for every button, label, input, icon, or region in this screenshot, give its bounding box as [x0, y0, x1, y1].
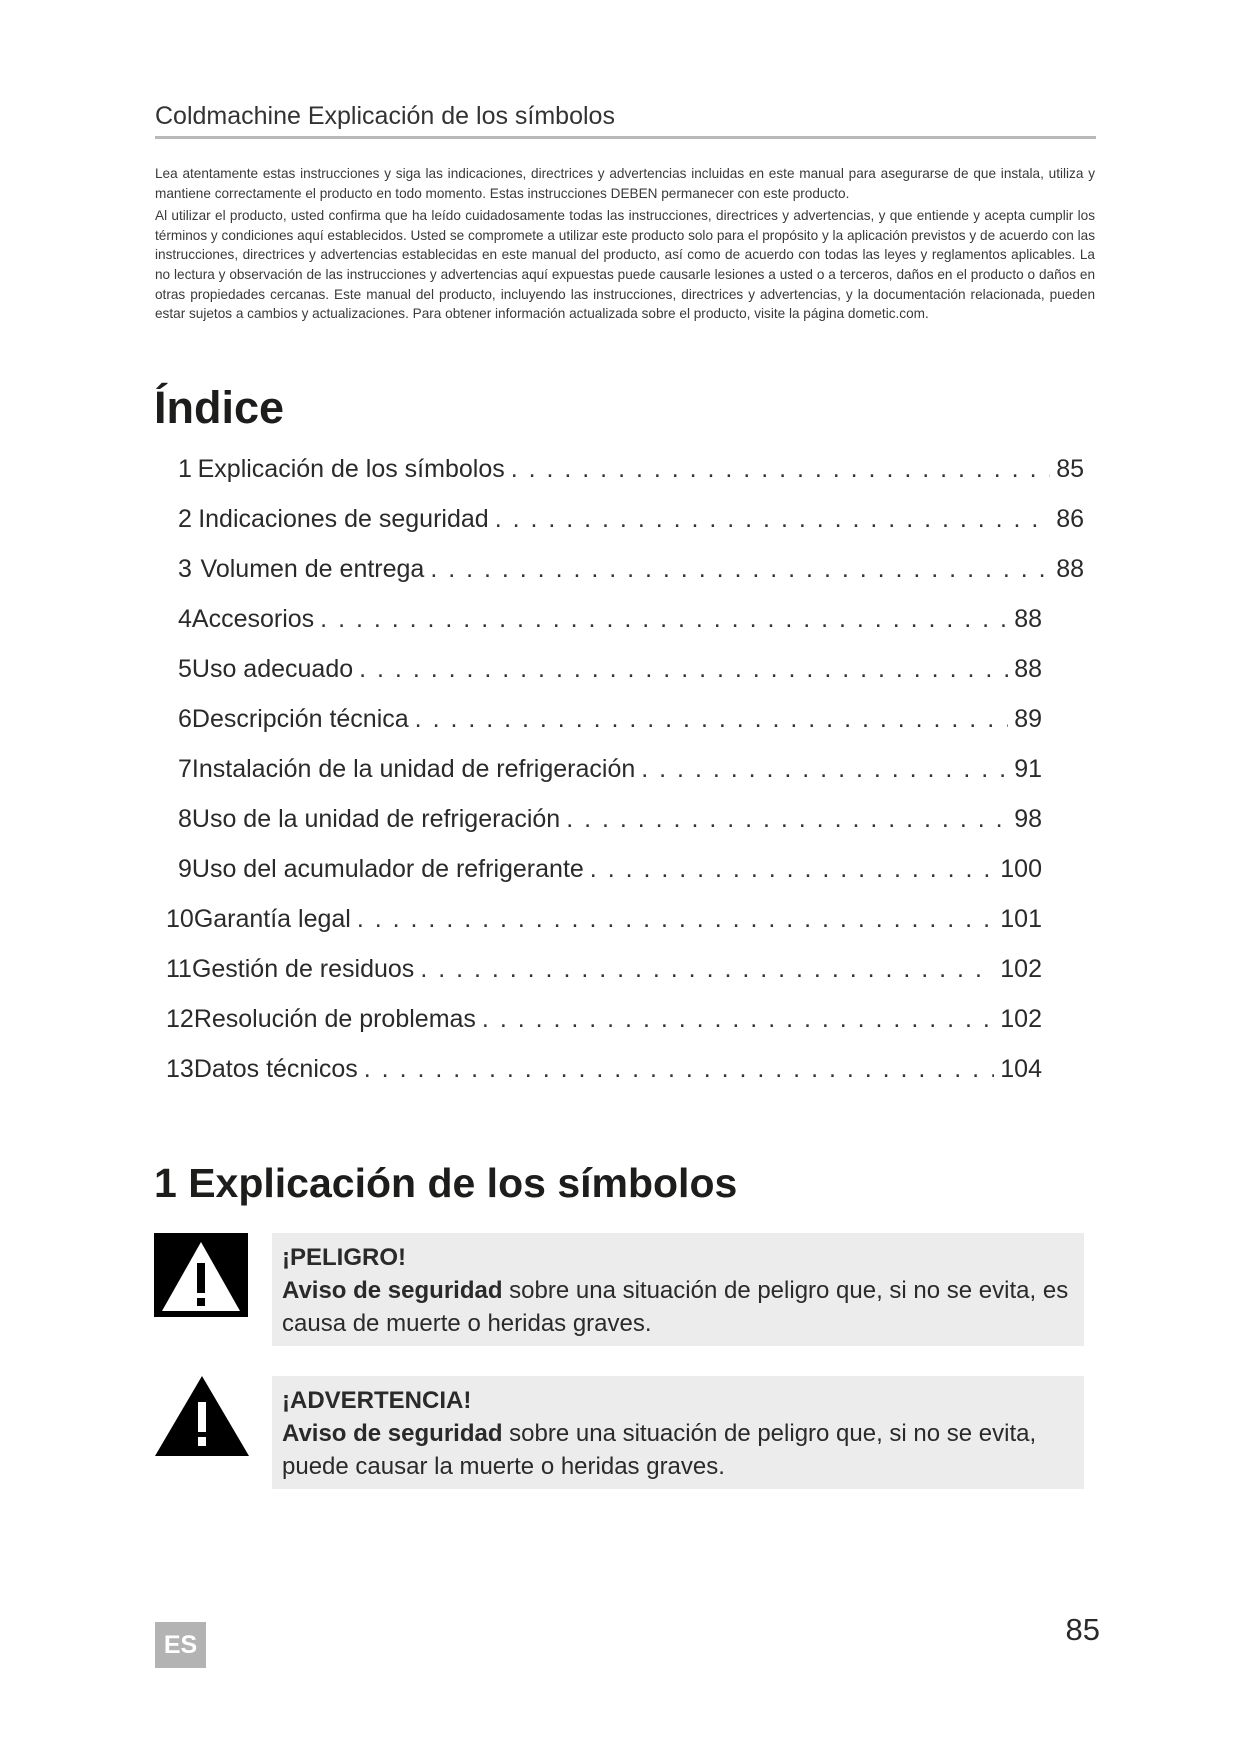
index-heading: Índice — [154, 382, 285, 433]
danger-notice — [272, 1233, 1084, 1346]
toc-entry-page: 85 — [1056, 455, 1084, 483]
toc-entry[interactable] — [178, 755, 1042, 795]
toc-entry-number: 4 — [178, 605, 192, 633]
toc-entry-title: Volumen de entrega — [200, 555, 425, 583]
toc-entry[interactable] — [178, 805, 1042, 845]
toc-entry-title: Descripción técnica — [191, 705, 409, 733]
toc-entry[interactable] — [166, 955, 1042, 995]
toc-entry[interactable] — [178, 555, 1084, 595]
toc-entry-title: Datos técnicos — [193, 1055, 358, 1083]
toc-entry-number: 3 — [178, 555, 192, 583]
notice-strong-text: Aviso de seguridad — [282, 1420, 503, 1447]
toc-entry-title: Indicaciones de seguridad — [198, 505, 489, 533]
notice-level: ¡ADVERTENCIA! — [282, 1387, 472, 1414]
notice-level: ¡PELIGRO! — [282, 1244, 406, 1271]
running-header: Coldmachine Explicación de los símbolos — [155, 102, 615, 130]
toc-leader-dots — [430, 555, 1050, 584]
warning-triangle-icon — [154, 1374, 250, 1463]
intro-text — [155, 164, 1095, 327]
toc-entry-number: 2 — [178, 505, 192, 533]
toc-leader-dots — [320, 605, 1008, 634]
toc-entry-page: 102 — [1000, 1005, 1042, 1033]
toc-entry-page: 88 — [1014, 655, 1042, 683]
toc-entry-number: 1 — [178, 455, 192, 483]
toc-leader-dots — [357, 905, 994, 934]
notice-strong-text: Aviso de seguridad — [282, 1277, 503, 1304]
toc-leader-dots — [482, 1005, 994, 1034]
toc-entry-title: Garantía legal — [193, 905, 351, 933]
toc-entry-title: Explicación de los símbolos — [197, 455, 505, 483]
toc-entry-title: Uso del acumulador de refrigerante — [191, 855, 584, 883]
toc-entry[interactable] — [178, 705, 1042, 745]
header-divider — [155, 136, 1096, 139]
toc-entry-number: 10 — [166, 905, 194, 933]
toc-entry-number: 11 — [166, 955, 192, 983]
toc-entry[interactable] — [178, 505, 1084, 545]
toc-entry-page: 91 — [1014, 755, 1042, 783]
toc-entry[interactable] — [178, 605, 1042, 645]
toc-entry-number: 8 — [178, 805, 192, 833]
section-heading: 1 Explicación de los símbolos — [154, 1160, 738, 1206]
toc-entry-page: 102 — [1000, 955, 1042, 983]
toc-entry-number: 12 — [166, 1005, 194, 1033]
intro-paragraph: Lea atentamente estas instrucciones y siga las indicaciones, directrices y advertencias incluidas en este manual para asegurarse de que instala, utiliza y mantiene correctamente el producto en todo momento. Estas instrucciones DEBEN permanecer con este producto. — [155, 166, 1095, 201]
toc-leader-dots — [590, 855, 994, 884]
toc-entry-number: 6 — [178, 705, 192, 733]
toc-entry-page: 88 — [1014, 605, 1042, 633]
toc-leader-dots — [495, 505, 1051, 534]
warning-notice — [272, 1376, 1084, 1489]
toc-leader-dots — [641, 755, 1008, 784]
page-number: 85 — [1065, 1612, 1100, 1647]
toc-leader-dots — [364, 1055, 995, 1084]
toc-leader-dots — [420, 955, 994, 984]
toc-entry-title: Accesorios — [191, 605, 315, 633]
language-badge: ES — [155, 1622, 206, 1668]
toc-entry-number: 5 — [178, 655, 192, 683]
toc-entry-number: 9 — [178, 855, 192, 883]
toc-entry[interactable] — [178, 455, 1084, 495]
toc-entry-page: 98 — [1014, 805, 1042, 833]
toc-leader-dots — [415, 705, 1009, 734]
danger-warning-icon — [154, 1233, 248, 1322]
toc-leader-dots — [359, 655, 1008, 684]
toc-entry-page: 100 — [1000, 855, 1042, 883]
toc-entry-number: 7 — [178, 755, 192, 783]
toc-entry-page: 88 — [1056, 555, 1084, 583]
toc-entry[interactable] — [166, 905, 1042, 945]
toc-entry[interactable] — [178, 855, 1042, 895]
toc-entry[interactable] — [178, 655, 1042, 695]
intro-paragraph: Al utilizar el producto, usted confirma que ha leído cuidadosamente todas las instrucciones, directrices y advertencias, y que entiende y acepta cumplir los términos y condiciones aquí establecidos. Usted se compromete a utilizar este producto solo para el propósito y la aplicación previstos y de acuerdo con las instrucciones, directrices y advertencias establecidas en este manual del producto, así como de acuerdo con todas las leyes y reglamentos aplicables. La no lectura y observación de las instrucciones y advertencias aquí expuestas puede causarle lesiones a usted o a terceros, daños en el producto o daños en otras propiedades cercanas. Este manual del producto, incluyendo las instrucciones, directrices y advertencias, y la documentación relacionada, pueden estar sujetos a cambios y actualizaciones. Para obtener información actualizada sobre el producto, visite la página dometic.com. — [155, 208, 1095, 322]
notice-text: sobre una situación de peligro que, si no se evita, puede causar la muerte o heridas graves. — [282, 1420, 1037, 1480]
toc-entry-title: Instalación de la unidad de refrigeración — [191, 755, 636, 783]
toc-entry-title: Gestión de residuos — [191, 955, 415, 983]
toc-entry[interactable] — [166, 1005, 1042, 1045]
toc-entry-title: Uso adecuado — [191, 655, 354, 683]
toc-entry-page: 104 — [1000, 1055, 1042, 1083]
toc-leader-dots — [566, 805, 1008, 834]
toc-entry-page: 86 — [1056, 505, 1084, 533]
toc-entry[interactable] — [166, 1055, 1042, 1095]
toc-leader-dots — [511, 455, 1050, 484]
notice-text: sobre una situación de peligro que, si no se evita, es causa de muerte o heridas graves. — [282, 1277, 1069, 1337]
toc-entry-title: Uso de la unidad de refrigeración — [191, 805, 561, 833]
toc-entry-page: 101 — [1000, 905, 1042, 933]
toc-entry-title: Resolución de problemas — [193, 1005, 476, 1033]
toc-entry-page: 89 — [1014, 705, 1042, 733]
toc-entry-number: 13 — [166, 1055, 194, 1083]
